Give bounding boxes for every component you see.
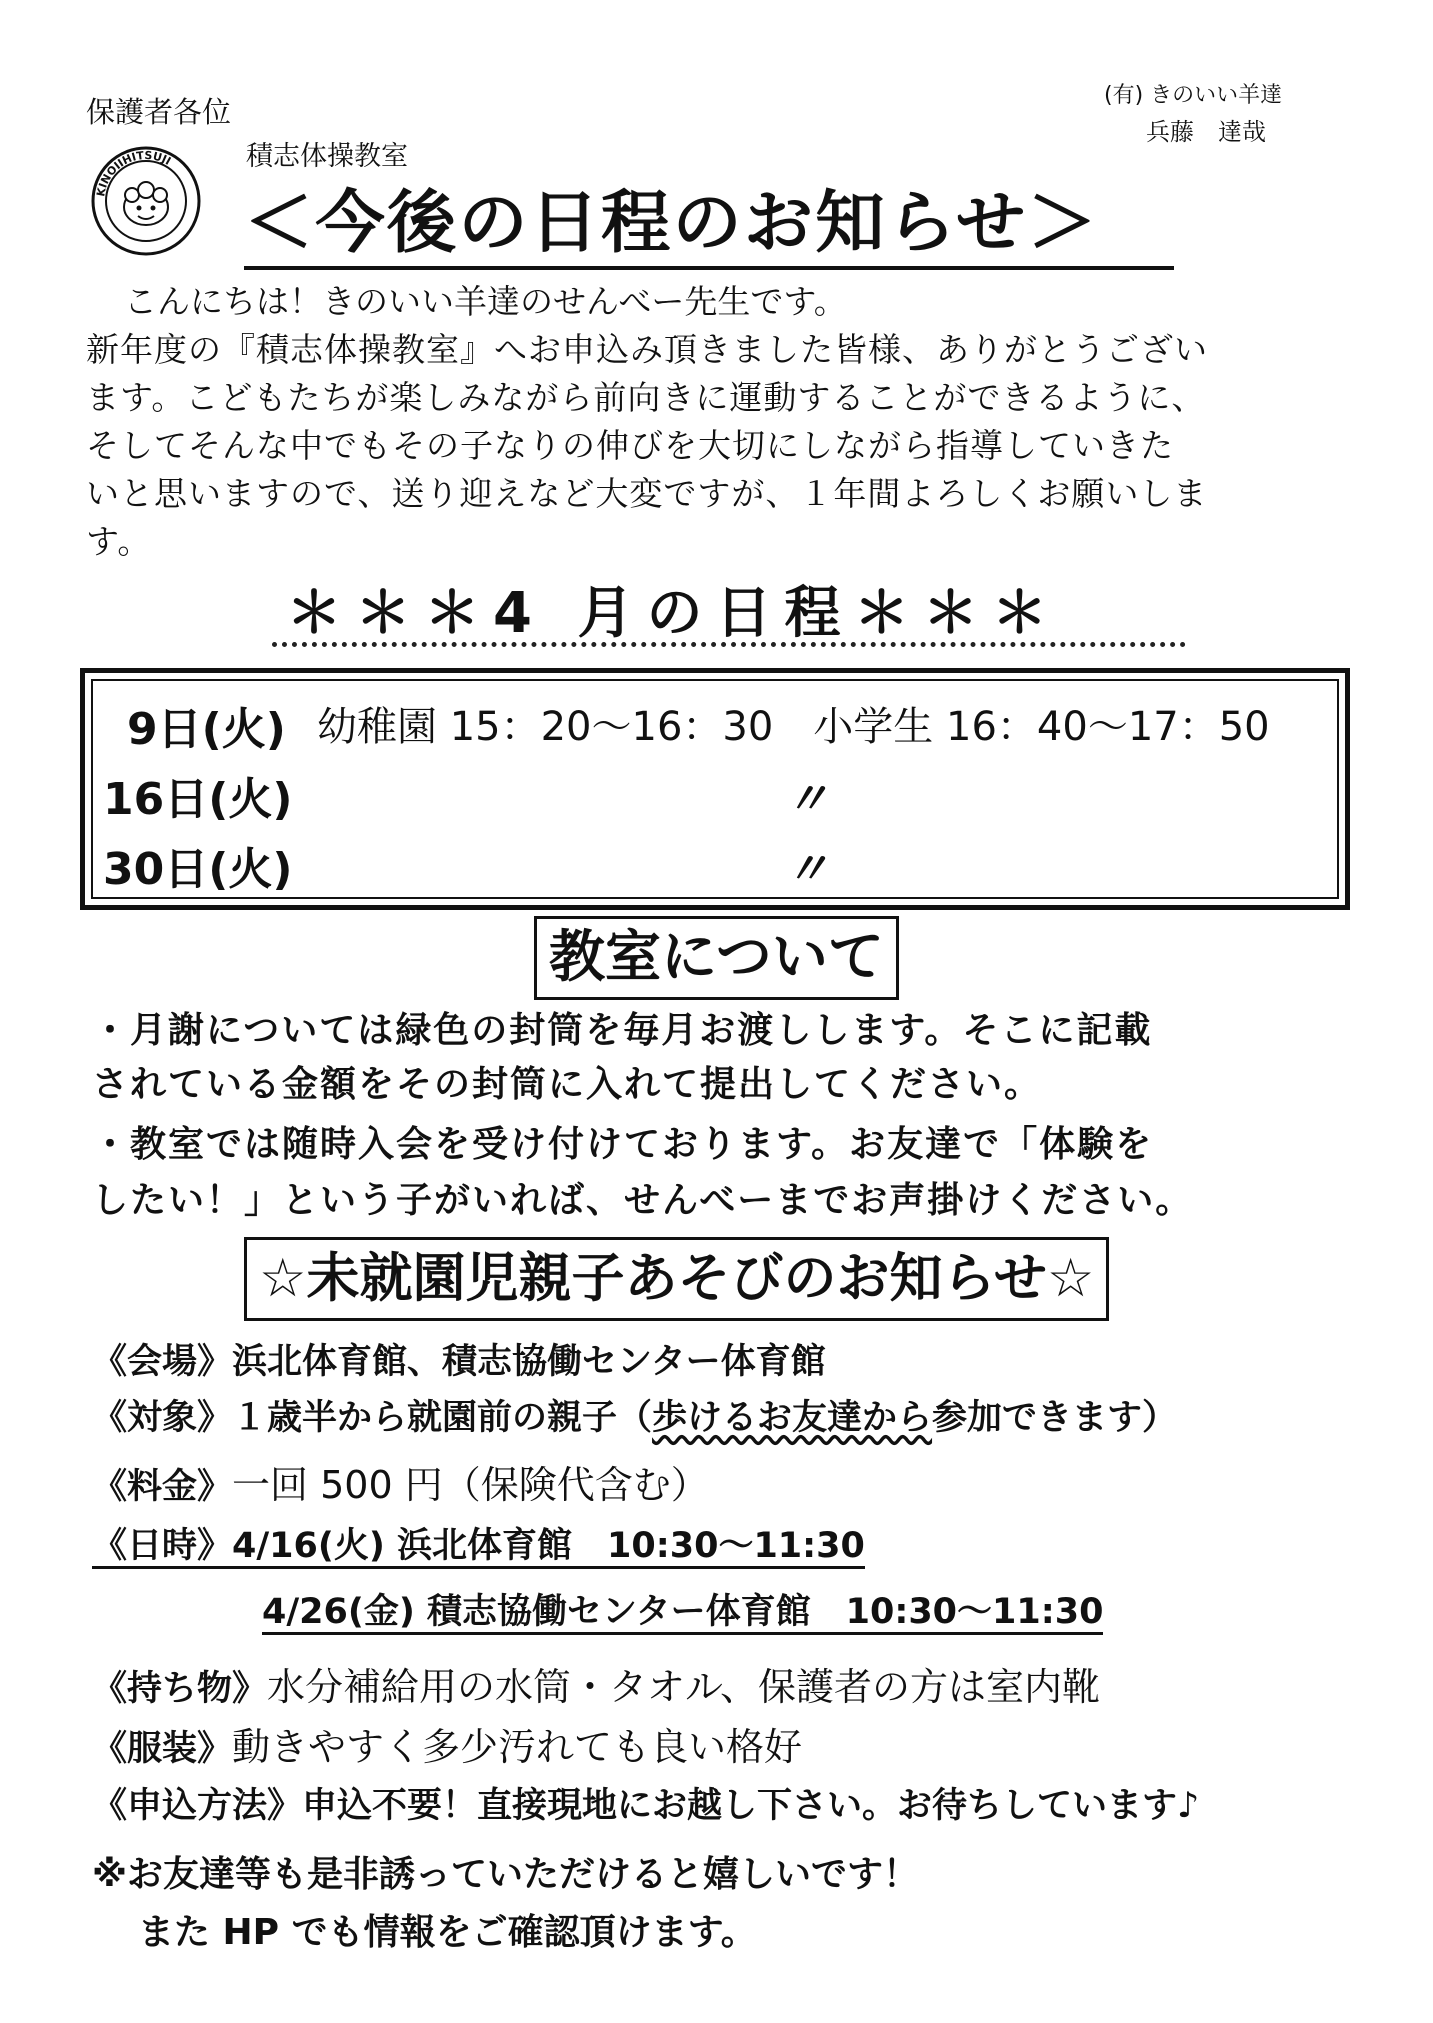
venue-value: 浜北体育館、積志協働センター体育館 (232, 1342, 826, 1382)
schedule-date: 9日(火) (127, 704, 286, 755)
target-value: １歳半から就園前の親子（ (232, 1398, 653, 1438)
items-label: 《持ち物》 (92, 1669, 268, 1709)
fee-value: 一回 500 円（保険代含む） (232, 1463, 709, 1507)
classroom-bullet-line: されている金額をその封筒に入れて提出してください。 (92, 1064, 1043, 1105)
intro-line: す。 (86, 522, 152, 561)
fee-row (92, 1454, 709, 1509)
april-title-underline (272, 642, 1186, 647)
classroom-section-title: 教室について (534, 916, 899, 1000)
classroom-bullet-line: ・月謝については緑色の封筒を毎月お渡しします。そこに記載 (92, 1010, 1153, 1051)
play-section-title: ☆未就園児親子あそびのお知らせ☆ (244, 1237, 1109, 1321)
datetime-label: 《日時》 (92, 1526, 232, 1569)
datetime-row (92, 1518, 865, 1568)
classroom-name: 積志体操教室 (246, 141, 408, 172)
logo-icon (90, 145, 202, 257)
schedule-ditto: 〃 (785, 844, 829, 895)
schedule-date: 30日(火) (103, 844, 293, 895)
note-line-1: ※お友達等も是非誘っていただけると嬉しいです！ (92, 1854, 919, 1895)
intro-line: そしてそんな中でもその子なりの伸びを大切にしながら指導していきた (86, 426, 1174, 465)
note-line-2: また HP でも情報をご確認頂けます。 (138, 1912, 757, 1953)
page-title-container (244, 182, 1174, 270)
clothes-row (92, 1716, 802, 1771)
venue-label: 《会場》 (92, 1342, 233, 1382)
target-label: 《対象》 (92, 1398, 233, 1438)
apply-label: 《申込方法》 (92, 1786, 303, 1826)
items-value: 水分補給用の水筒・タオル、保護者の方は室内靴 (267, 1665, 1100, 1709)
page-title: ＜今後の日程のお知らせ＞ (244, 184, 1099, 263)
intro-line: いと思いますので、送り迎えなど大変ですが、１年間よろしくお願いしま (86, 474, 1208, 513)
items-row (92, 1656, 1100, 1711)
schedule-date: 16日(火) (103, 774, 293, 825)
schedule-box (80, 668, 1350, 910)
classroom-bullet-line: ・教室では随時入会を受け付けております。お友達で「体験を (92, 1124, 1154, 1165)
apply-value: 申込不要！直接現地にお越し下さい。お待ちしています♪ (302, 1786, 1200, 1826)
fee-label: 《料金》 (92, 1467, 233, 1507)
venue-row (92, 1334, 826, 1384)
target-emphasis: 歩けるお友達から (652, 1398, 933, 1438)
clothes-label: 《服装》 (92, 1729, 233, 1769)
greeting-text: こんにちは！きのいい羊達のせんべー先生です。 (124, 282, 847, 321)
target-value-end: 参加できます） (932, 1398, 1178, 1438)
classroom-bullet-line: したい！」という子がいれば、せんべーまでお声掛けください。 (92, 1180, 1194, 1221)
april-schedule-title: ＊＊＊4 月の日程＊＊＊ (286, 581, 1061, 646)
apply-row (92, 1778, 1199, 1828)
schedule-time: 幼稚園 15：20～16：30 小学生 16：40～17：50 (317, 704, 1270, 750)
intro-line: 新年度の『積志体操教室』へお申込み頂きました皆様、ありがとうござい (86, 330, 1208, 369)
datetime-row-2 (262, 1584, 1103, 1634)
clothes-value: 動きやすく多少汚れても良い格好 (232, 1725, 803, 1769)
organization-name: (有) きのいい羊達 (1104, 83, 1283, 108)
representative-name: 兵藤 達哉 (1146, 118, 1266, 146)
addressee: 保護者各位 (86, 95, 232, 129)
svg-text:KINOIIHITSUJI: KINOIIHITSUJI (94, 148, 174, 198)
datetime-value-1: 4/16(火) 浜北体育館 10:30～11:30 (232, 1526, 865, 1569)
datetime-value-2: 4/26(金) 積志協働センター体育館 10:30～11:30 (262, 1592, 1103, 1635)
intro-paragraph (86, 326, 1366, 566)
target-row (92, 1390, 1177, 1440)
intro-line: ます。こどもたちが楽しみながら前向きに運動することができるように、 (86, 378, 1206, 417)
schedule-ditto: 〃 (785, 774, 829, 825)
